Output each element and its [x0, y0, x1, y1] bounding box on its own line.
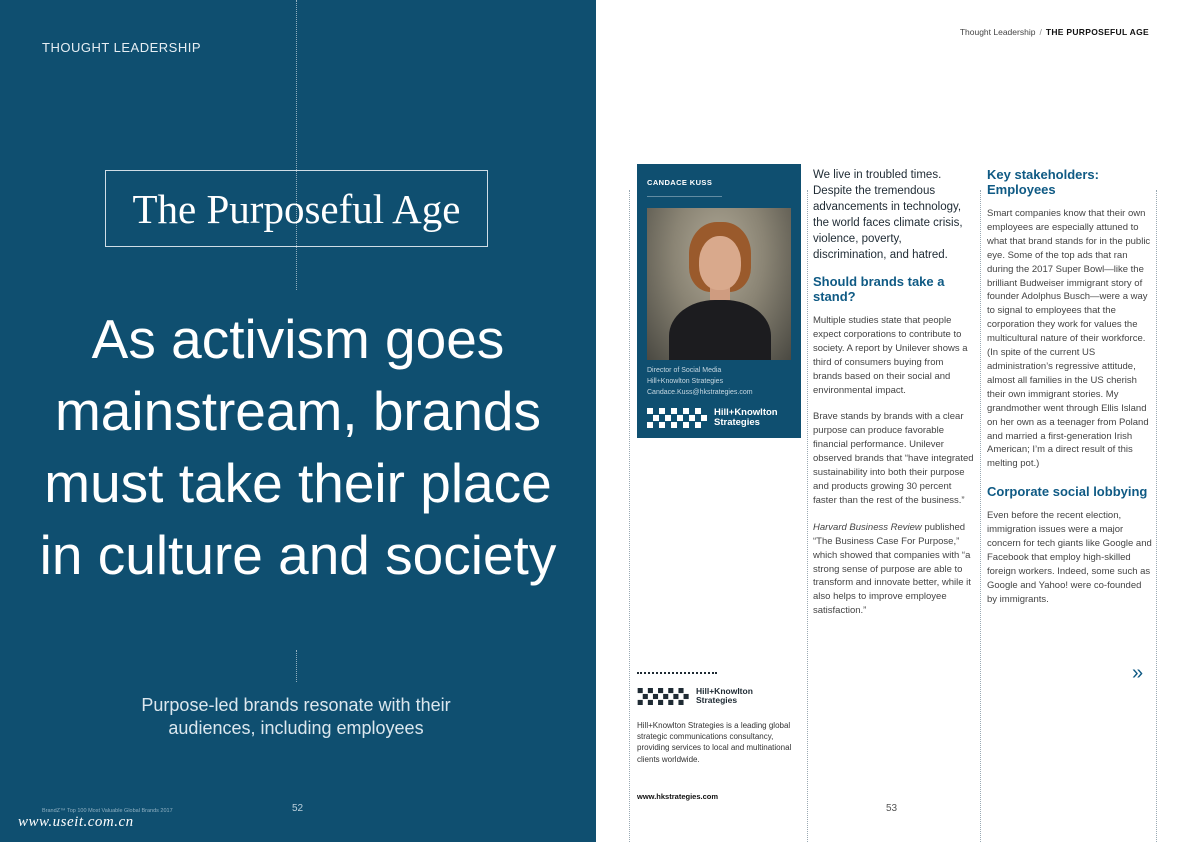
right-page	[596, 0, 1191, 842]
footer-publication: BrandZ™ Top 100 Most Valuable Global Brands 2017	[42, 808, 173, 814]
dotted-separator	[637, 672, 717, 674]
page-title: The Purposeful Age	[132, 185, 461, 232]
card-company-logo	[647, 408, 778, 428]
company-logo-text	[696, 687, 753, 705]
dotted-divider-bottom	[296, 650, 297, 682]
article-column-middle	[813, 167, 975, 631]
column-rule	[1156, 190, 1157, 842]
company-logo	[637, 687, 753, 705]
title-box	[105, 170, 488, 247]
headline: As activism goes mainstream, brands must take their place in culture and society	[39, 308, 557, 586]
company-description: Hill+Knowlton Strategies is a leading global strategic communications consultancy, providing services to local and multinational clients worldwide.	[637, 721, 792, 764]
paragraph: Even before the recent election, immigration issues were a major concern for tech giants like Google and Facebook that employ high-skilled foreign workers. Indeed, some such as Google and Yahoo! were co-founded by immigrants.	[987, 510, 1152, 605]
paragraph: Smart companies know that their own employees are especially attuned to what that brand stands for in the public eye. Some of the top ads that ran during the 2017 Super Bowl—like the brilliant Budweiser immigrant story of founder Adolphus Busch—were a way to signal to employees that the corporation they work for values the multicultural nature of their workforce. (In spite of the current US administration’s regressive attitude, almost all families in the US cherish their own immigrant stories. My grandmother went through Ellis Island on her own as a teenager from Poland and married a first-generation Irish American; I’m a direct result of this melting pot.)	[987, 208, 1151, 470]
running-header-title: THE PURPOSEFUL AGE	[1045, 27, 1149, 37]
company-url[interactable]: www.hkstrategies.com	[637, 792, 718, 801]
author-company: Hill+Knowlton Strategies	[647, 378, 724, 385]
page-number-right: 53	[886, 803, 898, 814]
card-logo-line2: Strategies	[714, 417, 760, 428]
paragraph	[813, 521, 975, 618]
publication-name: Harvard Business Review	[813, 521, 922, 533]
profile-divider	[647, 196, 722, 197]
card-logo-line1: Hill+Knowlton	[714, 407, 778, 418]
subheading-key-stakeholders: Key stakeholders: Employees	[987, 167, 1099, 197]
paragraph: Multiple studies state that people expect corporations to contribute to society. A report by Unilever shows a third of consumers buying from brands based on their social and environmental impact.	[813, 315, 968, 396]
company-logo-line1: Hill+Knowlton	[696, 686, 753, 696]
hk-checkerboard-logo-icon	[647, 408, 709, 428]
hk-checkerboard-logo-icon	[637, 688, 691, 705]
author-role: Director of Social Media	[647, 367, 722, 374]
running-header-separator: /	[1039, 27, 1042, 37]
article-column-right	[987, 167, 1152, 620]
company-logo-line2: Strategies	[696, 695, 738, 705]
subheading-should-brands: Should brands take a stand?	[813, 274, 945, 304]
author-name: CANDACE KUSS	[647, 178, 713, 187]
section-label: THOUGHT LEADERSHIP	[42, 40, 202, 55]
paragraph: Brave stands by brands with a clear purpose can produce favorable financial performance. Unilever observed brands that “have integrated sustainability into both their purpose and products growing 30 percent faster than the rest of the business.”	[813, 411, 974, 506]
author-profile-card	[637, 164, 801, 438]
page-number-left: 52	[292, 803, 304, 814]
running-header	[960, 27, 1149, 37]
double-chevron-right-icon[interactable]: »	[1132, 662, 1144, 684]
author-email: Candace.Kuss@hkstrategies.com	[647, 389, 753, 396]
subheading-corporate-lobbying: Corporate social lobbying	[987, 484, 1148, 500]
column-rule	[629, 190, 630, 842]
subheadline: Purpose-led brands resonate with their audiences, including employees	[141, 695, 451, 738]
watermark: www.useit.com.cn	[18, 814, 134, 830]
column-rule	[980, 190, 981, 842]
article-intro: We live in troubled times. Despite the tremendous advancements in technology, the world faces climate crisis, violence, poverty, discrimination, and hatred.	[813, 169, 963, 261]
paragraph-text: published “The Business Case For Purpose,” which showed that companies with “a strong sense of purpose are able to transform and innovate better, while it also helps to improve employee satisfaction.”	[813, 521, 971, 617]
column-rule	[807, 190, 808, 842]
running-header-section: Thought Leadership	[959, 27, 1036, 37]
card-logo-text	[714, 408, 778, 428]
author-photo	[647, 208, 791, 360]
